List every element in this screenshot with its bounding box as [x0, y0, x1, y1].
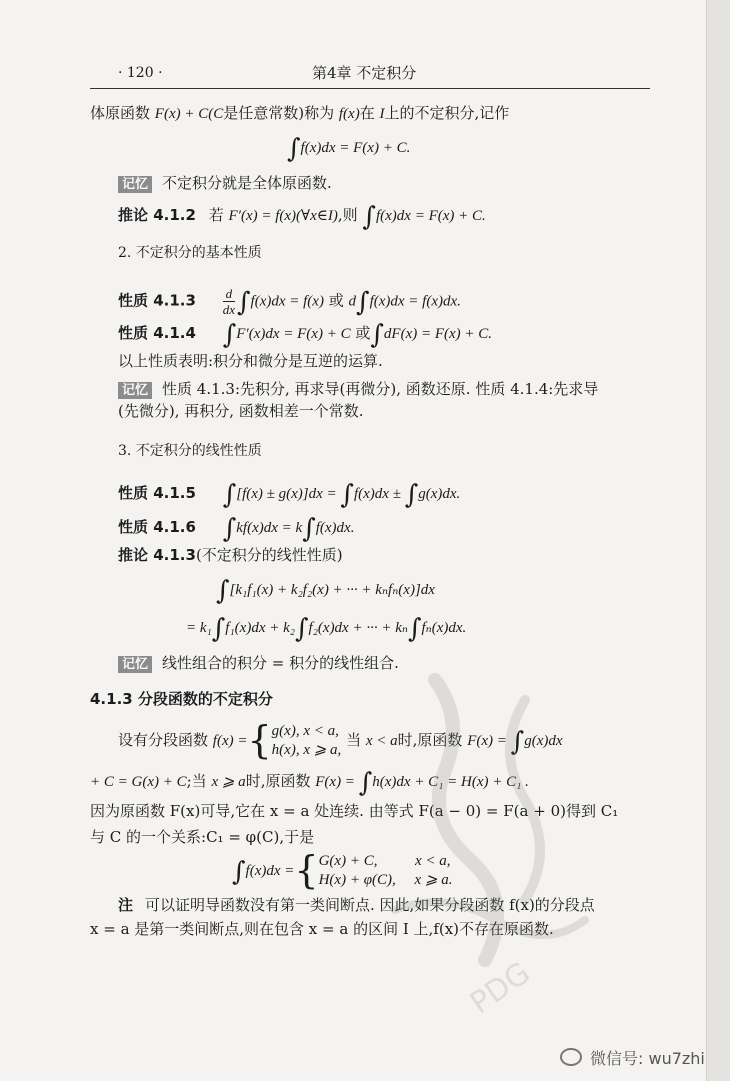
note-line-2: x = a 是第一类间断点,则在包含 x = a 的区间 I 上,f(x)不存在原函数.: [90, 920, 554, 938]
left-brace: {: [294, 848, 319, 892]
definition-line: 体原函数 F(x) + C(C是任意常数)称为 f(x)在 I上的不定积分,记作: [90, 104, 510, 122]
integral-sign: ∫: [232, 857, 246, 887]
memo-badge: 记忆: [118, 382, 152, 399]
left-brace: {: [247, 718, 272, 762]
property-4-1-5: 性质 4.1.5 ∫[f(x) ± g(x)]dx = ∫f(x)dx ± ∫g(x)dx.: [118, 480, 461, 510]
integral-sign: ∫: [358, 768, 373, 798]
memo-3: 记忆 线性组合的积分 = 积分的线性组合.: [118, 652, 399, 674]
integral-sign: ∫: [302, 514, 316, 544]
integral-sign: ∫: [404, 480, 419, 510]
memo-2-continued: (先微分), 再积分, 函数相差一个常数.: [118, 402, 364, 420]
integral-sign: ∫: [407, 614, 422, 644]
linear-combination-expanded: = k₁∫f₁(x)dx + k₂∫f₂(x)dx + ··· + kₙ∫fₙ(x)dx.: [186, 614, 467, 644]
page-number: · 120 ·: [118, 65, 163, 81]
memo-2: 记忆 性质 4.1.3:先积分, 再求导(再微分), 函数还原. 性质 4.1.4:先求导: [118, 378, 598, 400]
integral-sign: ∫: [340, 480, 354, 510]
integral-sign: ∫: [216, 576, 230, 606]
result-cases: G(x) + C, x < a, H(x) + φ(C), x ⩾ a.: [318, 853, 453, 888]
corollary-4-1-3: 推论 4.1.3(不定积分的线性性质): [118, 546, 343, 564]
integral-sign: ∫: [237, 287, 251, 318]
section-4-1-3-heading: 4.1.3 分段函数的不定积分: [90, 690, 273, 708]
integral-sign: ∫: [222, 514, 237, 544]
memo-badge: 记忆: [118, 656, 152, 673]
memo-1: 记忆 不定积分就是全体原函数.: [118, 172, 332, 194]
wechat-watermark: 微信号: wu7zhi: [560, 1046, 705, 1069]
integral-sign: ∫: [370, 320, 384, 350]
svg-text:PDG: PDG: [463, 955, 537, 1022]
remark-inverse-operations: 以上性质表明:积分和微分是互逆的运算.: [118, 352, 383, 370]
continuity-argument: 因为原函数 F(x)可导,它在 x = a 处连续. 由等式 F(a − 0) = F(a + 0)得到 C₁: [90, 802, 619, 820]
equation-indefinite-integral: ∫f(x)dx = F(x) + C.: [287, 134, 411, 164]
integral-sign: ∫: [287, 134, 301, 164]
linear-combination-integral: ∫[k₁f₁(x) + k₂f₂(x) + ··· + kₙfₙ(x)]dx: [216, 576, 435, 606]
piecewise-cases: g(x), x < a, h(x), x ⩾ a,: [271, 723, 342, 758]
piecewise-integral-result: ∫f(x)dx ={ G(x) + C, x < a, H(x) + φ(C), x ⩾ a.: [232, 848, 453, 892]
integral-sign: ∫: [211, 614, 226, 644]
note-line-1: 注 可以证明导函数没有第一类间断点. 因此,如果分段函数 f(x)的分段点: [118, 896, 595, 914]
section-linear-properties: 3. 不定积分的线性性质: [118, 443, 262, 459]
integral-sign: ∫: [510, 727, 525, 757]
section-basic-properties: 2. 不定积分的基本性质: [118, 245, 262, 261]
corollary-4-1-2: 推论 4.1.2 若 F′(x) = f(x)(∀x∈I),则 ∫f(x)dx = F(x) + C.: [118, 202, 486, 232]
property-4-1-6: 性质 4.1.6 ∫kf(x)dx = k∫f(x)dx.: [118, 514, 355, 544]
integral-sign: ∫: [362, 202, 376, 232]
piecewise-antiderivative-line: + C = G(x) + C;当 x ⩾ a时,原函数 F(x) = ∫h(x)dx + C₁ = H(x) + C₁ .: [90, 768, 529, 798]
constant-relation: 与 C 的一个关系:C₁ = φ(C),于是: [90, 828, 315, 846]
memo-badge: 记忆: [118, 176, 152, 193]
library-seal-watermark: [375, 660, 605, 1040]
integral-sign: ∫: [222, 480, 237, 510]
page-edge: [706, 0, 730, 1081]
derivative-operator: $\frac{d}{dx}$: [222, 286, 235, 317]
wechat-icon: [560, 1048, 582, 1066]
piecewise-definition: 设有分段函数 f(x) ={ g(x), x < a, h(x), x ⩾ a, 当 x < a时,原函数 F(x) = ∫g(x)dx: [118, 718, 563, 762]
header-rule: [90, 88, 650, 89]
integral-sign: ∫: [356, 287, 370, 318]
property-4-1-4: 性质 4.1.4 ∫F′(x)dx = F(x) + C 或∫dF(x) = F(x) + C.: [118, 320, 493, 350]
integral-sign: ∫: [294, 614, 309, 644]
chapter-title: 第4章 不定积分: [312, 64, 417, 82]
integral-sign: ∫: [222, 320, 237, 350]
property-4-1-3: 性质 4.1.3 $\frac{d}{dx}$ ∫f(x)dx = f(x) 或 d∫f(x)dx = f(x)dx.: [118, 286, 461, 318]
